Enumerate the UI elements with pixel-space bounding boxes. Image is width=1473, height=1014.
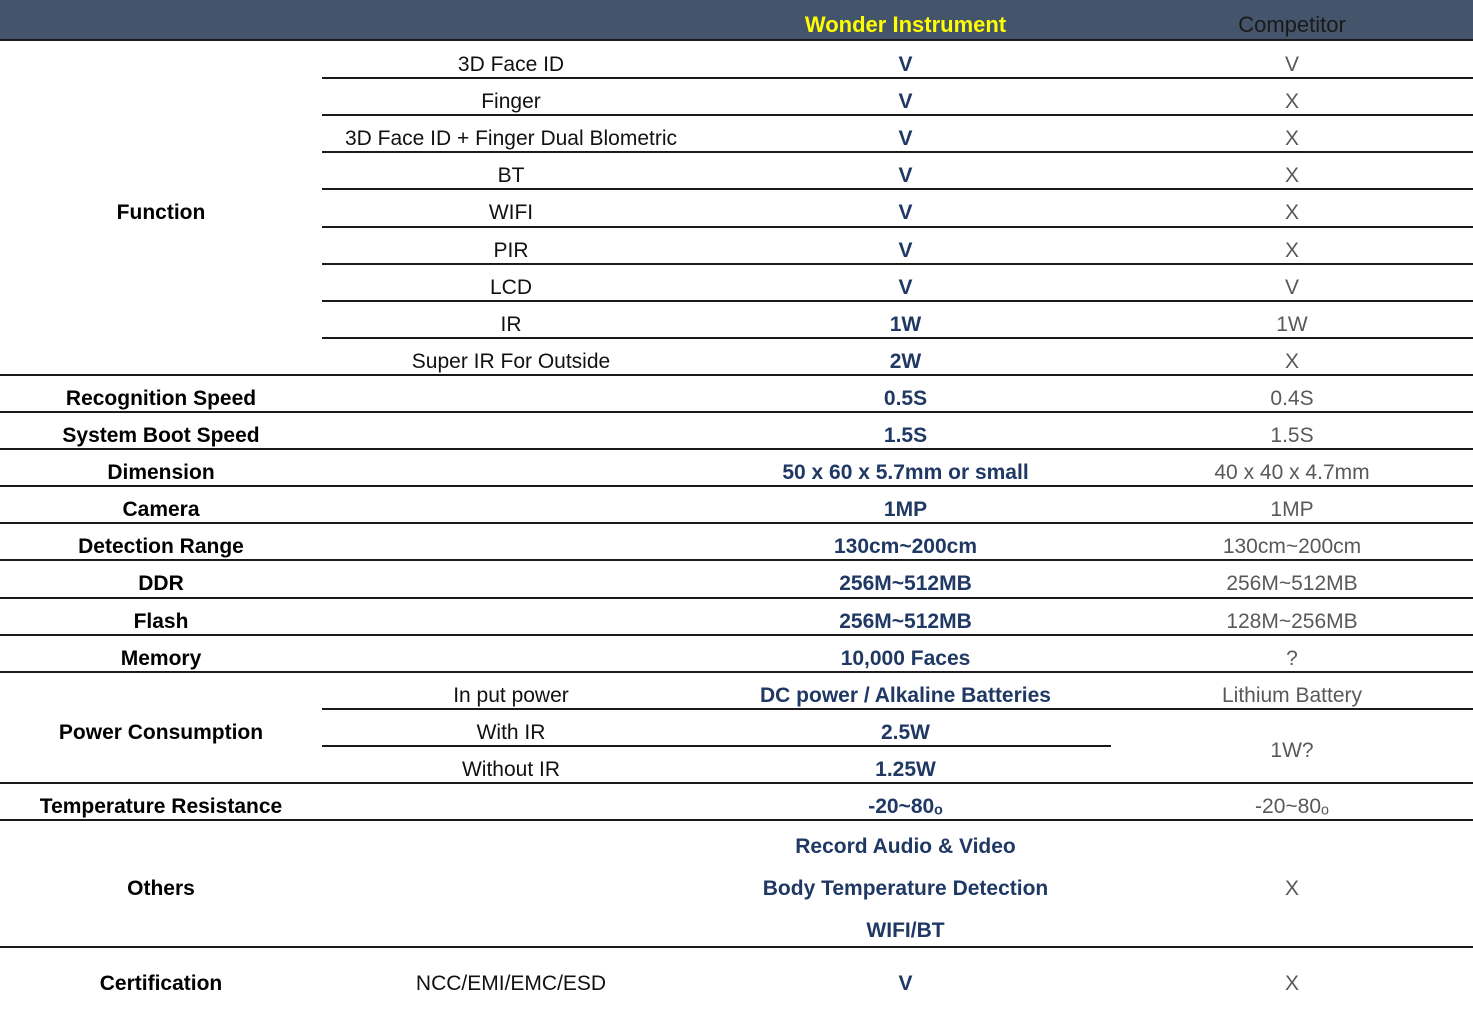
function-row-divider bbox=[322, 114, 1473, 116]
section-divider bbox=[0, 946, 1473, 948]
function-row-divider bbox=[322, 263, 1473, 265]
function-competitor-value: X bbox=[1284, 127, 1299, 151]
spec-competitor-value: 1.5S bbox=[1270, 424, 1314, 448]
function-category-label: Function bbox=[116, 201, 206, 225]
section-divider bbox=[0, 559, 1473, 561]
spec-ours-value: 1.5S bbox=[883, 424, 928, 448]
section-divider bbox=[0, 411, 1473, 413]
spec-label: Camera bbox=[122, 498, 200, 522]
spec-ours-value: 0.5S bbox=[883, 386, 928, 410]
function-feature: PIR bbox=[493, 238, 529, 262]
spec-label: DDR bbox=[138, 572, 184, 596]
spec-ours-value: 50 x 60 x 5.7mm or small bbox=[782, 461, 1029, 485]
spec-competitor-value: 130cm~200cm bbox=[1222, 535, 1362, 559]
header-competitor: Competitor bbox=[1238, 12, 1346, 37]
spec-competitor-value: 256M~512MB bbox=[1226, 572, 1358, 596]
temperature-ours: -20~80ₒ bbox=[868, 795, 943, 819]
function-feature: 3D Face ID bbox=[457, 53, 565, 77]
temperature-competitor: -20~80ₒ bbox=[1255, 795, 1329, 819]
function-ours-value: 2W bbox=[889, 349, 922, 373]
section-divider bbox=[0, 782, 1473, 784]
certification-label: Certification bbox=[99, 971, 223, 995]
power-without-ir-ours: 1.25W bbox=[875, 757, 936, 781]
function-competitor-value: 1W bbox=[1276, 312, 1308, 336]
spec-label: System Boot Speed bbox=[62, 424, 260, 448]
others-ours-item: Record Audio & Video bbox=[795, 834, 1016, 858]
others-competitor: X bbox=[1284, 877, 1299, 901]
certification-ours: V bbox=[898, 971, 913, 995]
spec-label: Memory bbox=[120, 646, 202, 670]
others-ours-item: Body Temperature Detection bbox=[762, 877, 1049, 901]
header-ours: Wonder Instrument bbox=[804, 12, 1007, 37]
function-competitor-value: X bbox=[1284, 164, 1299, 188]
function-feature: Finger bbox=[481, 90, 541, 114]
section-divider bbox=[0, 485, 1473, 487]
function-ours-value: V bbox=[898, 164, 913, 188]
function-ours-value: V bbox=[898, 238, 913, 262]
function-competitor-value: X bbox=[1284, 90, 1299, 114]
function-feature: 3D Face ID + Finger Dual Blometric bbox=[344, 127, 678, 151]
power-with-ir-ours: 2.5W bbox=[880, 720, 930, 744]
function-ours-value: V bbox=[898, 201, 913, 225]
spec-ours-value: 1MP bbox=[883, 498, 928, 522]
spec-ours-value: 256M~512MB bbox=[839, 609, 972, 633]
function-competitor-value: V bbox=[1284, 275, 1299, 299]
power-category-label: Power Consumption bbox=[58, 720, 264, 744]
function-competitor-value: X bbox=[1284, 201, 1299, 225]
function-row-divider bbox=[322, 188, 1473, 190]
function-ours-value: 1W bbox=[889, 312, 922, 336]
spec-ours-value: 10,000 Faces bbox=[840, 646, 971, 670]
others-label: Others bbox=[127, 877, 195, 901]
spec-label: Flash bbox=[133, 609, 189, 633]
certification-competitor: X bbox=[1284, 971, 1299, 995]
section-divider bbox=[0, 634, 1473, 636]
spec-competitor-value: ? bbox=[1286, 646, 1298, 670]
section-divider bbox=[0, 597, 1473, 599]
function-ours-value: V bbox=[898, 275, 913, 299]
spec-ours-value: 256M~512MB bbox=[839, 572, 972, 596]
power-ir-competitor: 1W? bbox=[1270, 739, 1314, 763]
power-row-divider bbox=[322, 745, 1111, 747]
power-row-divider bbox=[322, 708, 1473, 710]
function-feature: WIFI bbox=[488, 201, 534, 225]
spec-competitor-value: 1MP bbox=[1270, 498, 1314, 522]
function-row-divider bbox=[322, 226, 1473, 228]
spec-competitor-value: 40 x 40 x 4.7mm bbox=[1214, 461, 1370, 485]
section-divider bbox=[0, 374, 1473, 376]
section-divider bbox=[0, 819, 1473, 821]
function-feature: LCD bbox=[489, 275, 532, 299]
spec-ours-value: 130cm~200cm bbox=[833, 535, 978, 559]
function-row-divider bbox=[322, 151, 1473, 153]
function-competitor-value: X bbox=[1284, 238, 1299, 262]
section-divider bbox=[0, 448, 1473, 450]
spec-competitor-value: 0.4S bbox=[1270, 386, 1314, 410]
function-row-divider bbox=[322, 77, 1473, 79]
spec-label: Recognition Speed bbox=[65, 386, 257, 410]
function-feature: BT bbox=[497, 164, 525, 188]
section-divider bbox=[0, 671, 1473, 673]
function-feature: IR bbox=[500, 312, 522, 336]
power-with-ir-label: With IR bbox=[476, 720, 546, 744]
function-feature: Super IR For Outside bbox=[411, 349, 611, 373]
function-row-divider bbox=[322, 337, 1473, 339]
section-divider bbox=[0, 522, 1473, 524]
power-input-label: In put power bbox=[453, 683, 569, 707]
function-row-divider bbox=[322, 300, 1473, 302]
power-input-ours: DC power / Alkaline Batteries bbox=[760, 683, 1051, 707]
temperature-label: Temperature Resistance bbox=[39, 795, 283, 819]
function-ours-value: V bbox=[898, 90, 913, 114]
function-competitor-value: V bbox=[1284, 53, 1299, 77]
power-without-ir-label: Without IR bbox=[461, 757, 561, 781]
function-competitor-value: X bbox=[1284, 349, 1299, 373]
others-ours-item: WIFI/BT bbox=[866, 919, 945, 943]
spec-label: Dimension bbox=[107, 461, 215, 485]
function-ours-value: V bbox=[898, 127, 913, 151]
spec-label: Detection Range bbox=[78, 535, 244, 559]
function-ours-value: V bbox=[898, 53, 913, 77]
spec-competitor-value: 128M~256MB bbox=[1226, 609, 1358, 633]
certification-feature: NCC/EMI/EMC/ESD bbox=[415, 971, 607, 995]
power-input-competitor: Lithium Battery bbox=[1221, 683, 1363, 707]
